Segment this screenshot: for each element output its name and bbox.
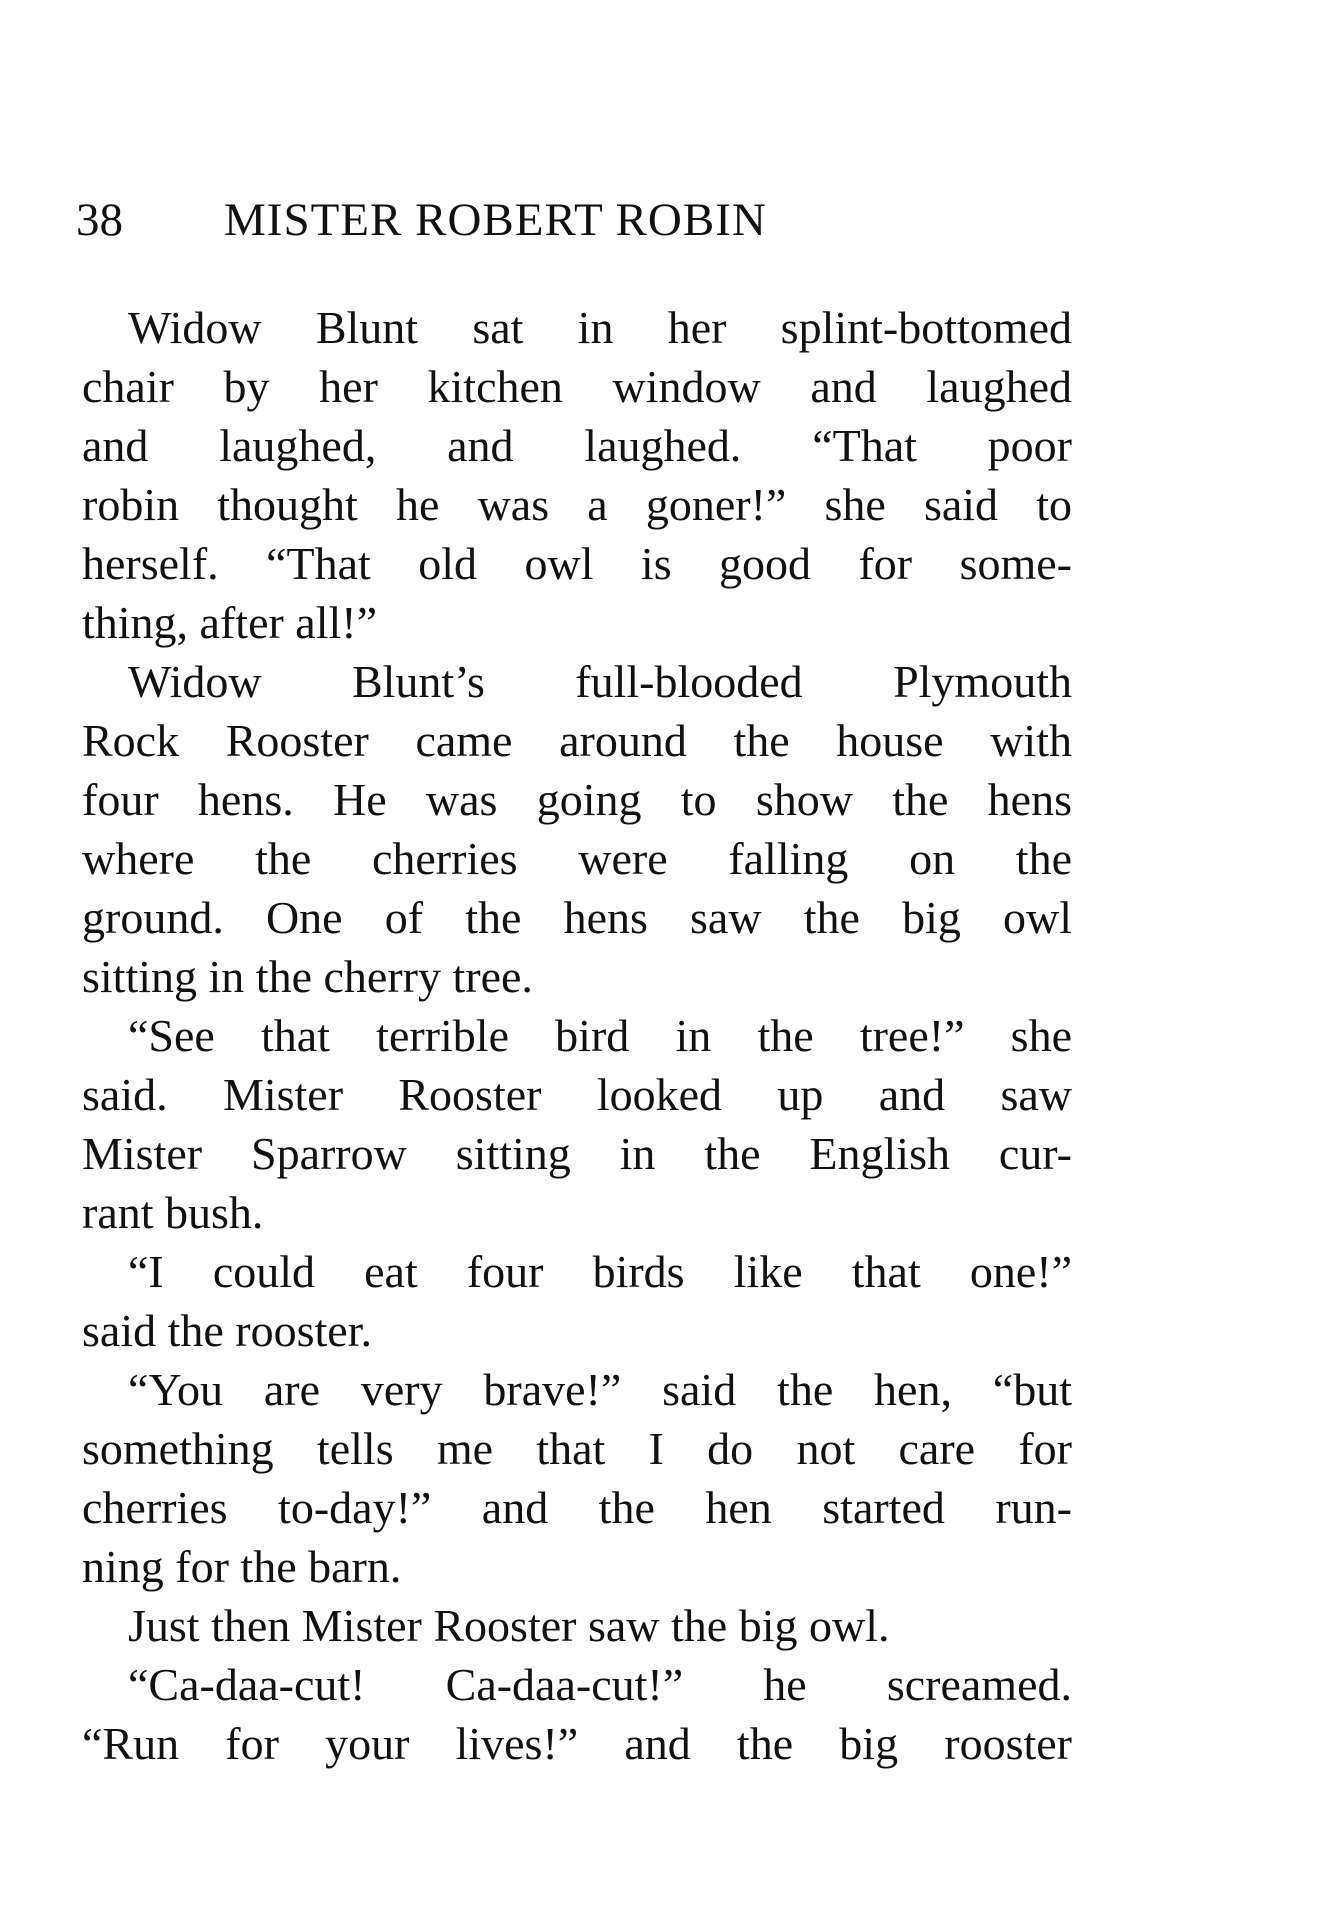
text-line: said the rooster. bbox=[82, 1305, 372, 1356]
text-line: rant bush. bbox=[82, 1187, 264, 1238]
page-number: 38 bbox=[76, 194, 123, 246]
text-line: “See that terrible bird in the tree!” she bbox=[128, 1010, 1072, 1061]
text-line: “You are very brave!” said the hen, “but bbox=[128, 1364, 1072, 1415]
page-header bbox=[76, 190, 767, 250]
text-line: thing, after all!” bbox=[82, 597, 378, 648]
text-line: and laughed, and laughed. “That poor bbox=[82, 420, 1072, 471]
text-line: said. Mister Rooster looked up and saw bbox=[82, 1069, 1072, 1120]
text-line: ning for the barn. bbox=[82, 1541, 402, 1592]
text-line: “Ca-daa-cut! Ca-daa-cut!” he screamed. bbox=[128, 1659, 1072, 1710]
text-line: something tells me that I do not care for bbox=[82, 1423, 1072, 1474]
text-line: cherries to-day!” and the hen started run- bbox=[82, 1482, 1072, 1533]
text-line: Widow Blunt sat in her splint-bottomed bbox=[128, 302, 1072, 353]
text-line: sitting in the cherry tree. bbox=[82, 951, 533, 1002]
text-line: chair by her kitchen window and laughed bbox=[82, 361, 1072, 412]
text-line: Widow Blunt’s full-blooded Plymouth bbox=[128, 656, 1072, 707]
text-line: where the cherries were falling on the bbox=[82, 833, 1072, 884]
running-title: MISTER ROBERT ROBIN bbox=[224, 194, 767, 246]
text-line: robin thought he was a goner!” she said to bbox=[82, 479, 1072, 530]
text-line: Rock Rooster came around the house with bbox=[82, 715, 1072, 766]
text-line: Mister Sparrow sitting in the English cur- bbox=[82, 1128, 1072, 1179]
text-line: “Run for your lives!” and the big rooster bbox=[82, 1718, 1072, 1769]
text-line: herself. “That old owl is good for some- bbox=[82, 538, 1072, 589]
text-line: Just then Mister Rooster saw the big owl. bbox=[128, 1600, 890, 1651]
text-line: “I could eat four birds like that one!” bbox=[128, 1246, 1072, 1297]
text-line: four hens. He was going to show the hens bbox=[82, 774, 1072, 825]
text-line: ground. One of the hens saw the big owl bbox=[82, 892, 1072, 943]
body-text bbox=[82, 298, 1072, 1773]
